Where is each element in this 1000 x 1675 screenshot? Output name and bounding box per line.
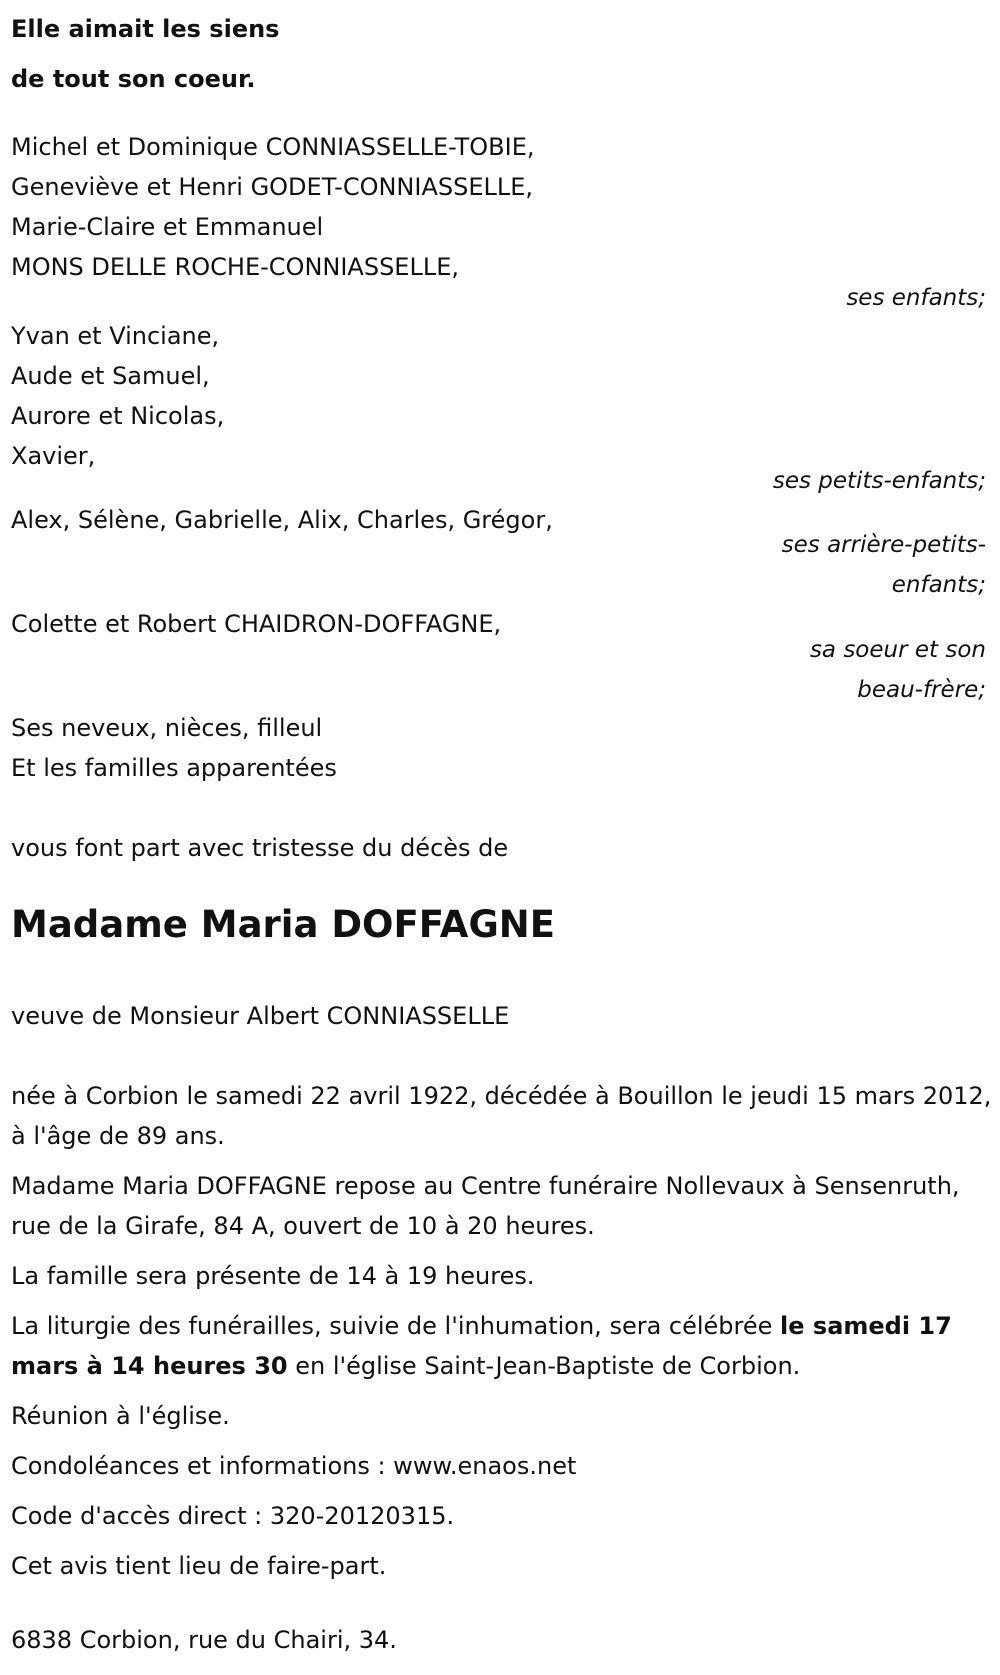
name-line: Michel et Dominique CONNIASSELLE-TOBIE, [11, 133, 535, 161]
rest-location-info: Madame Maria DOFFAGNE repose au Centre funéraire Nollevaux à Sensenruth, rue de la Girafe, 84 A, ouvert de 10 à 20 heures. [11, 1172, 960, 1240]
family-presence-info: La famille sera présente de 14 à 19 heures. [11, 1262, 535, 1290]
name-line: Et les familles apparentées [11, 754, 337, 782]
role-line: sa soeur et son [809, 637, 986, 663]
name-line: Yvan et Vinciane, [11, 322, 220, 350]
liturgy-text-pre: La liturgie des funérailles, suivie de l'inhumation, sera célébrée [11, 1312, 781, 1340]
intro-line-2: de tout son coeur. [11, 65, 256, 93]
name-line: Alex, Sélène, Gabrielle, Alix, Charles, Grégor, [11, 506, 553, 534]
announcement: vous font part avec tristesse du décès de [11, 834, 509, 862]
name-line: Geneviève et Henri GODET-CONNIASSELLE, [11, 173, 534, 201]
sibling-names [11, 604, 751, 644]
liturgy-date: le samedi 17 mars à 14 heures 30 [11, 1312, 952, 1380]
name-line: Colette et Robert CHAIDRON-DOFFAGNE, [11, 610, 502, 638]
liturgy-text-post: en l'église Saint-Jean-Baptiste de Corbion. [287, 1352, 801, 1380]
widow-of: veuve de Monsieur Albert CONNIASSELLE [11, 1002, 510, 1030]
name-line: Xavier, [11, 442, 96, 470]
role-line: enfants; [891, 572, 986, 598]
intro-quote [11, 4, 279, 104]
children-names [11, 127, 751, 287]
other-relatives [11, 708, 996, 788]
access-code-info: Code d'accès direct : 320-20120315. [11, 1502, 455, 1530]
birth-death-info: née à Corbion le samedi 22 avril 1922, décédée à Bouillon le jeudi 15 mars 2012, à l'âge de 89 ans. [11, 1082, 992, 1150]
role-sibling [756, 630, 986, 710]
intro-line-1: Elle aimait les siens [11, 15, 280, 43]
name-line: Marie-Claire et Emmanuel [11, 213, 324, 241]
role-grandchildren: ses petits-enfants; [772, 468, 986, 494]
address: 6838 Corbion, rue du Chairi, 34. [11, 1626, 397, 1654]
role-great-grandchildren [756, 525, 986, 605]
role-line: ses arrière-petits- [781, 532, 986, 558]
great-grandchildren-names [11, 500, 751, 540]
name-line: Aude et Samuel, [11, 362, 210, 390]
name-line: MONS DELLE ROCHE-CONNIASSELLE, [11, 253, 460, 281]
grandchildren-names [11, 316, 751, 476]
notice-info: Cet avis tient lieu de faire-part. [11, 1552, 387, 1580]
liturgy-info [11, 1306, 996, 1386]
name-line: Aurore et Nicolas, [11, 402, 225, 430]
role-children: ses enfants; [846, 285, 986, 311]
role-line: beau-frère; [857, 677, 986, 703]
deceased-name: Madame Maria DOFFAGNE [11, 903, 556, 946]
meeting-info: Réunion à l'église. [11, 1402, 230, 1430]
condolences-info: Condoléances et informations : www.enaos.net [11, 1452, 577, 1480]
details [11, 1076, 996, 1596]
name-line: Ses neveux, nièces, filleul [11, 714, 323, 742]
